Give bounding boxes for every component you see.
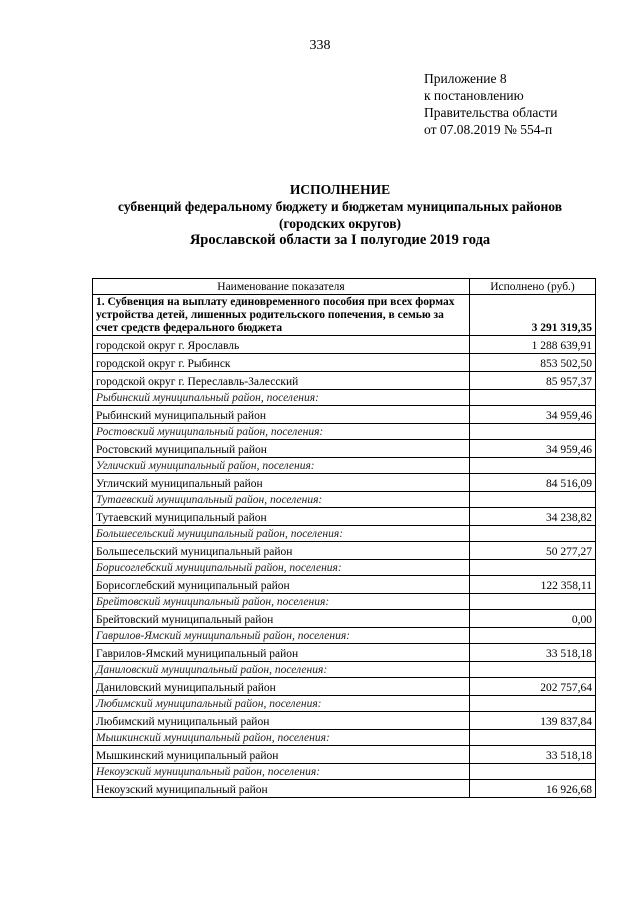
table-row: [93, 542, 596, 560]
row-value: [470, 424, 596, 440]
row-value: [470, 594, 596, 610]
document-title: [60, 181, 620, 249]
row-value: [470, 730, 596, 746]
column-header-name: Наименование показателя: [93, 279, 470, 295]
table-row: [93, 594, 596, 610]
appendix-line: к постановлению: [424, 88, 524, 103]
table-row: [93, 508, 596, 526]
title-line: (городских округов): [278, 216, 401, 231]
appendix-line: Правительства области: [424, 105, 558, 120]
table-row: [93, 628, 596, 644]
district-subheading: Тутаевский муниципальный район, поселения:: [93, 492, 470, 508]
row-value: 34 959,46: [470, 406, 596, 424]
row-value: [470, 696, 596, 712]
row-name: Угличский муниципальный район: [93, 474, 470, 492]
row-name: Рыбинский муниципальный район: [93, 406, 470, 424]
row-name: Гаврилов-Ямский муниципальный район: [93, 644, 470, 662]
row-name: Некоузский муниципальный район: [93, 780, 470, 798]
appendix-note: [424, 70, 557, 138]
page-number: 338: [309, 38, 331, 53]
subvention-table: [92, 278, 596, 798]
district-subheading: Рыбинский муниципальный район, поселения:: [93, 390, 470, 406]
row-value: 84 516,09: [470, 474, 596, 492]
table-row: [93, 560, 596, 576]
table-row: [93, 712, 596, 730]
row-name: Мышкинский муниципальный район: [93, 746, 470, 764]
appendix-line: Приложение 8: [424, 71, 507, 86]
table-row: [93, 610, 596, 628]
table-row: [93, 730, 596, 746]
row-value: [470, 390, 596, 406]
row-value: 1 288 639,91: [470, 336, 596, 354]
table-row: [93, 372, 596, 390]
district-subheading: Борисоглебский муниципальный район, поселения:: [93, 560, 470, 576]
table-row: [93, 746, 596, 764]
district-subheading: Брейтовский муниципальный район, поселения:: [93, 594, 470, 610]
district-subheading: Любимский муниципальный район, поселения:: [93, 696, 470, 712]
district-subheading: Угличский муниципальный район, поселения:: [93, 458, 470, 474]
row-name: Брейтовский муниципальный район: [93, 610, 470, 628]
table-row: [93, 696, 596, 712]
table-row: [93, 678, 596, 696]
row-value: [470, 764, 596, 780]
table-row: [93, 662, 596, 678]
row-value: 33 518,18: [470, 746, 596, 764]
row-value: 0,00: [470, 610, 596, 628]
row-name: Большесельский муниципальный район: [93, 542, 470, 560]
row-value: [470, 526, 596, 542]
row-name: Любимский муниципальный район: [93, 712, 470, 730]
row-name: Тутаевский муниципальный район: [93, 508, 470, 526]
table-row: [93, 474, 596, 492]
table-row: [93, 458, 596, 474]
row-name: Даниловский муниципальный район: [93, 678, 470, 696]
row-name: городской округ г. Ярославль: [93, 336, 470, 354]
table-row: [93, 764, 596, 780]
row-value: 202 757,64: [470, 678, 596, 696]
section-name: 1. Субвенция на выплату единовременного пособия при всех формах устройства детей, лишенных родительского попечения, в семью за счет средств федерального бюджета: [93, 295, 470, 336]
row-value: 139 837,84: [470, 712, 596, 730]
section-row: [93, 295, 596, 336]
table-row: [93, 576, 596, 594]
table-row: [93, 780, 596, 798]
title-line: ИСПОЛНЕНИЕ: [289, 182, 391, 197]
table-row: [93, 336, 596, 354]
row-value: [470, 458, 596, 474]
district-subheading: Гаврилов-Ямский муниципальный район, поселения:: [93, 628, 470, 644]
row-value: 50 277,27: [470, 542, 596, 560]
row-name: Борисоглебский муниципальный район: [93, 576, 470, 594]
table-row: [93, 390, 596, 406]
district-subheading: Мышкинский муниципальный район, поселения:: [93, 730, 470, 746]
table-row: [93, 354, 596, 372]
table-row: [93, 424, 596, 440]
row-value: 33 518,18: [470, 644, 596, 662]
row-name: городской округ г. Переславль-Залесский: [93, 372, 470, 390]
district-subheading: Даниловский муниципальный район, поселения:: [93, 662, 470, 678]
table-row: [93, 526, 596, 542]
row-name: Ростовский муниципальный район: [93, 440, 470, 458]
table-row: [93, 644, 596, 662]
district-subheading: Большесельский муниципальный район, поселения:: [93, 526, 470, 542]
row-value: 34 959,46: [470, 440, 596, 458]
district-subheading: Ростовский муниципальный район, поселения:: [93, 424, 470, 440]
row-value: [470, 628, 596, 644]
district-subheading: Некоузский муниципальный район, поселения:: [93, 764, 470, 780]
row-value: [470, 662, 596, 678]
appendix-line: от 07.08.2019 № 554-п: [424, 122, 553, 137]
row-value: 85 957,37: [470, 372, 596, 390]
row-value: [470, 492, 596, 508]
table-header-row: [93, 279, 596, 295]
section-value: 3 291 319,35: [470, 295, 596, 336]
table-row: [93, 406, 596, 424]
row-value: 853 502,50: [470, 354, 596, 372]
title-line: субвенций федеральному бюджету и бюджетам муниципальных районов: [118, 199, 562, 214]
table-row: [93, 440, 596, 458]
column-header-value: Исполнено (руб.): [470, 279, 596, 295]
row-value: 122 358,11: [470, 576, 596, 594]
table-row: [93, 492, 596, 508]
row-value: 34 238,82: [470, 508, 596, 526]
row-value: [470, 560, 596, 576]
row-name: городской округ г. Рыбинск: [93, 354, 470, 372]
title-line: Ярославской области за I полугодие 2019 года: [189, 232, 491, 248]
row-value: 16 926,68: [470, 780, 596, 798]
